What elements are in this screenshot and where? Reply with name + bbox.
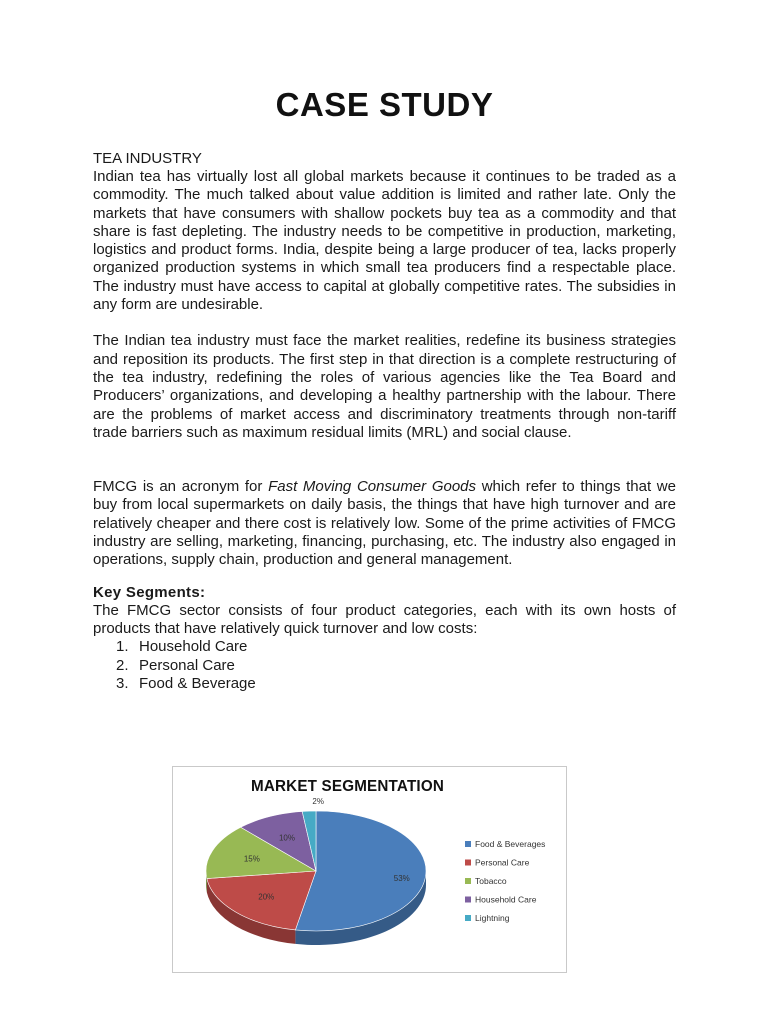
pie-data-label: 15%: [243, 854, 260, 864]
pie-chart-canvas: [173, 767, 566, 972]
list-item: 1. Household Care: [116, 638, 248, 656]
list-item: 2. Personal Care: [116, 656, 235, 674]
paragraph-tea-1: Indian tea has virtually lost all global markets because it continues to be traded as a commodity. The much talked about value addition is limited and rather late. Only the markets that have consumers with shallow pockets buy tea as a commodity and that share is fast depleting. The industry needs to be competitive in production, marketing, logistics and product forms. India, despite being a large producer of tea, lacks properly organized production systems in which small tea producers find a respectable place. The industry must have access to capital at globally competitive rates. The subsidies in any form are undesirable.: [93, 168, 676, 314]
pie-data-label: 53%: [393, 874, 410, 884]
key-segments-text: The FMCG sector consists of four product categories, each with its own hosts of products that have relatively quick turnover and low costs:: [93, 601, 676, 637]
pie-data-label: 10%: [278, 833, 295, 843]
paragraph-fmcg: [93, 478, 676, 569]
key-segments-heading: Key Segments:: [93, 583, 206, 601]
pie-data-label: 20%: [258, 892, 275, 902]
chart-legend: [465, 839, 545, 923]
legend-label: Lightning: [475, 913, 510, 923]
legend-swatch: [465, 841, 471, 847]
legend-swatch: [465, 915, 471, 921]
legend-label: Personal Care: [475, 857, 530, 868]
legend-label: Household Care: [475, 894, 537, 905]
fmcg-italic-text: Fast Moving Consumer Goods: [268, 478, 477, 496]
legend-swatch: [465, 878, 471, 884]
page-title: CASE STUDY: [275, 86, 494, 123]
legend-label: Food & Beverages: [475, 839, 546, 849]
paragraph-tea-2: The Indian tea industry must face the market realities, redefine its business strategies and reposition its products. The first step in that direction is a complete restructuring of the tea industry, redefining the roles of various agencies like the Tea Board and Producers’ organizations, and developing a healthy partnership with the labour. There are the problems of market access and discriminatory treatments through non-tariff trade barriers such as maximum residual limits (MRL) and social clause.: [93, 332, 676, 441]
document-page: [93, 86, 676, 693]
section-heading: TEA INDUSTRY: [93, 150, 202, 167]
list-item: 3. Food & Beverage: [116, 674, 256, 692]
legend-swatch: [465, 897, 471, 903]
legend-swatch: [465, 860, 471, 866]
market-segmentation-chart: [172, 766, 567, 973]
fmcg-intro-text: FMCG is an acronym for: [93, 478, 269, 496]
fmcg-rest-text: which refer to things that we buy from local supermarkets on daily basis, the things that have high turnover and are relatively cheaper and there cost is relatively low. Some of the prime activities of FMCG industry are selling, marketing, financing, purchasing, etc. The industry also engaged in operations, supply chain, production and general management.: [93, 478, 676, 569]
category-list: [93, 638, 676, 693]
legend-label: Tobacco: [475, 876, 507, 886]
pie-data-label: 2%: [312, 797, 324, 806]
chart-title: MARKET SEGMENTATION: [250, 778, 445, 795]
